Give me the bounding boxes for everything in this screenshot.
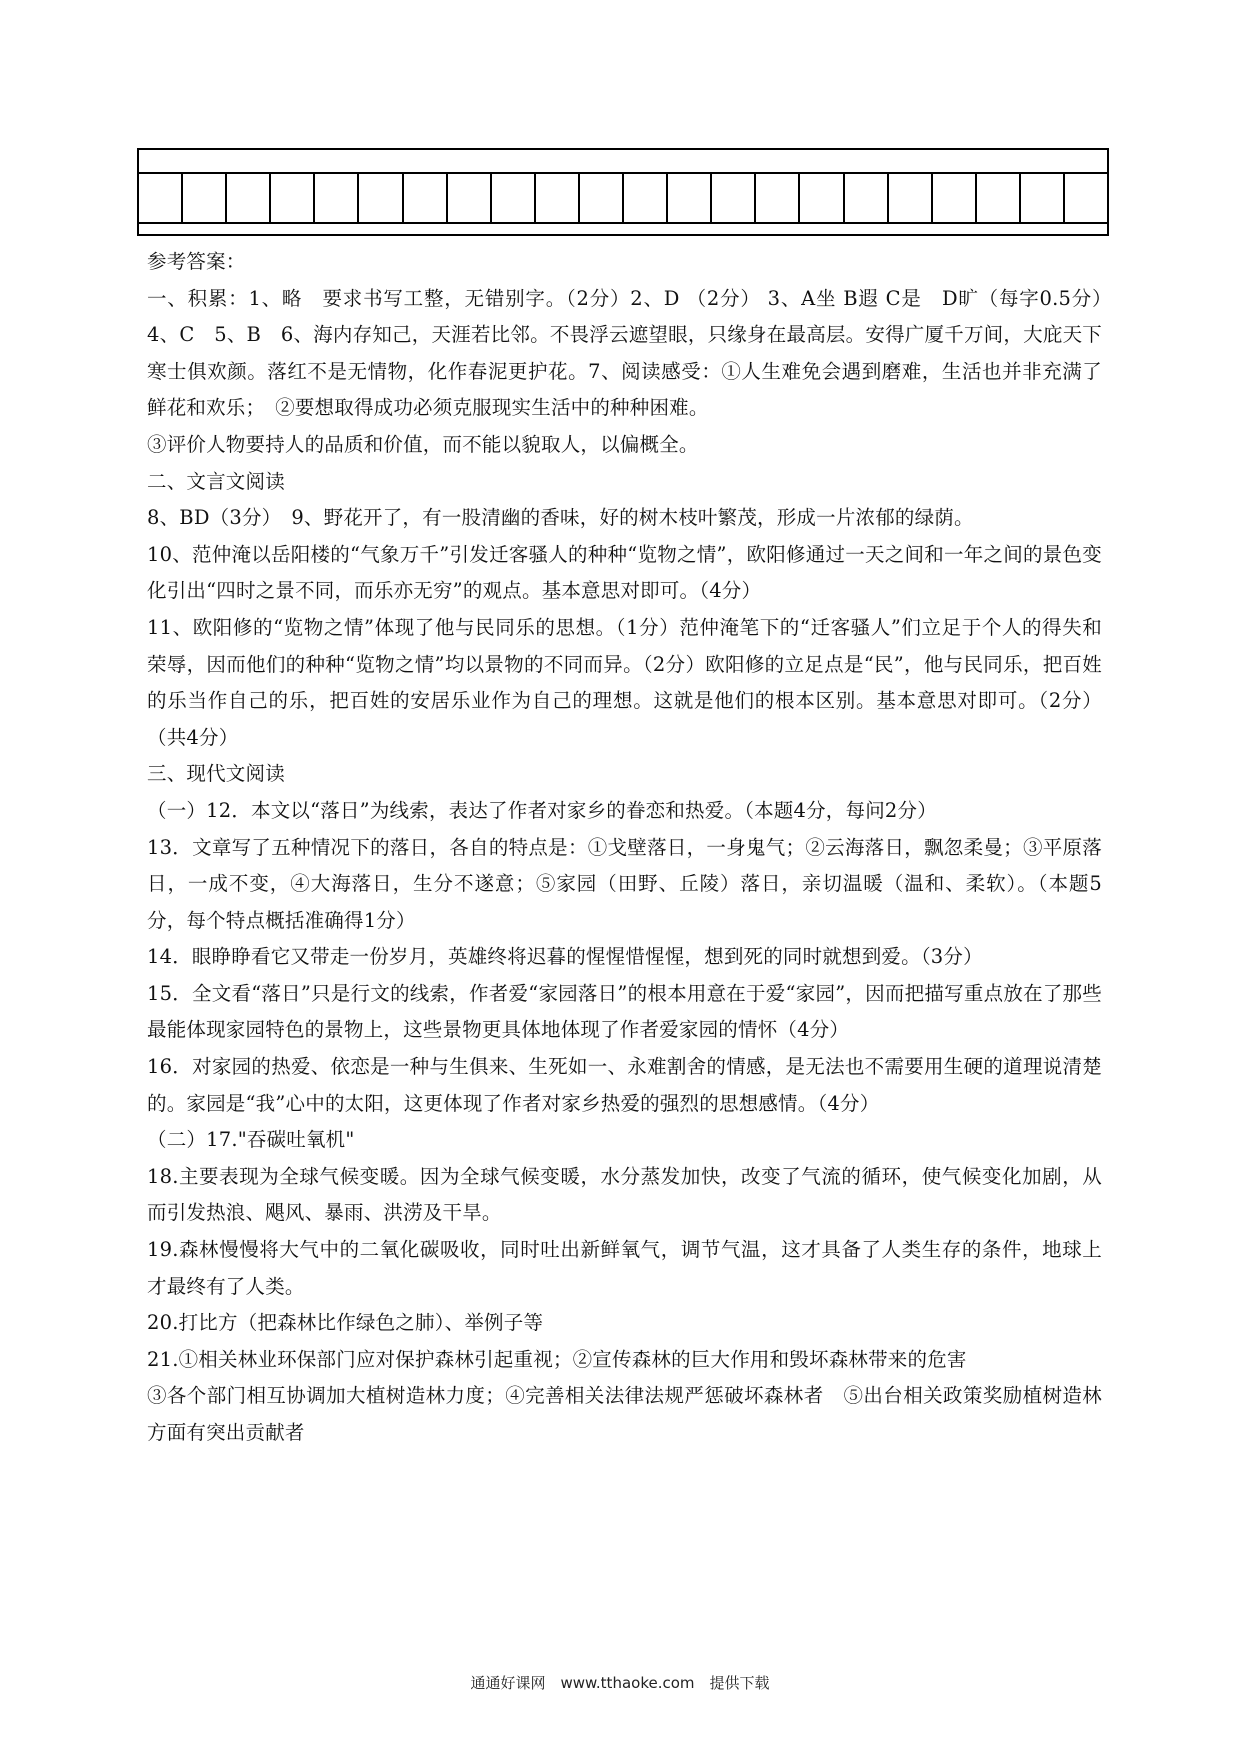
grid-cell [756,174,800,222]
answer-paragraph: ③各个部门相互协调加大植树造林力度；④完善相关法律法规严惩破坏森林者 ⑤出台相关政策奖励植树造林方面有突出贡献者 [147,1384,1102,1444]
answer-paragraph: 13．文章写了五种情况下的落日，各自的特点是：①戈壁落日，一身鬼气；②云海落日，飘忽柔曼；③平原落日，一成不变，④大海落日，生分不遂意；⑤家园（田野、丘陵）落日，亲切温暖（温和、柔软）。（本题5分，每个特点概括准确得1分） [147,835,1102,932]
grid-cell-row [139,174,1107,224]
answer-paragraph: 19.森林慢慢将大气中的二氧化碳吸收，同时吐出新鲜氧气，调节气温，这才具备了人类生存的条件，地球上才最终有了人类。 [147,1238,1102,1298]
grid-cell [668,174,712,222]
section-heading: 三、现代文阅读 [147,762,285,786]
grid-cell [1021,174,1065,222]
answer-paragraph: 14．眼睁睁看它又带走一份岁月，英雄终将迟暮的惺惺惜惺惺，想到死的同时就想到爱。（3分） [147,945,983,969]
page-footer: 通通好课网 www.tthaoke.com 提供下载 [470,1674,770,1692]
grid-header-row [139,150,1107,174]
grid-cell [1065,174,1107,222]
answer-paragraph: （一）12．本文以“落日”为线索，表达了作者对家乡的眷恋和热爱。（本题4分，每问2分） [147,798,937,822]
answer-paragraph: 一、积累：1、略 要求书写工整，无错别字。（2分）2、D （2分） 3、A坐 B遐 C是 D旷（每字0.5分） 4、C 5、B 6、海内存知己，天涯若比邻。不畏浮云遮望眼，只缘身在最高层。安得广厦千万间，大庇天下寒士俱欢颜。落红不是无情物，化作春泥更护花。7、阅读感受：①人生难免会遇到磨难，生活也并非充满了鲜花和欢乐； ②要想取得成功必须克服现实生活中的种种困难。 [147,286,1122,420]
answer-paragraph: （二）17."吞碳吐氧机" [147,1128,355,1152]
grid-cell [933,174,977,222]
answer-text-body [147,244,1122,1452]
grid-cell [183,174,227,222]
grid-cell [800,174,844,222]
answer-heading: 参考答案： [147,250,246,273]
grid-cell [315,174,359,222]
answer-paragraph: ③评价人物要持人的品质和价值，而不能以貌取人，以偏概全。 [147,432,699,456]
grid-cell [139,174,183,222]
grid-cell [580,174,624,222]
grid-cell [492,174,536,222]
grid-cell [271,174,315,222]
answer-paragraph: 20.打比方（把森林比作绿色之肺）、举例子等 [147,1311,544,1335]
grid-cell [712,174,756,222]
grid-cell [977,174,1021,222]
section-heading: 二、文言文阅读 [147,469,285,493]
answer-paragraph: 18.主要表现为全球气候变暖。因为全球气候变暖，水分蒸发加快，改变了气流的循环，使气候变化加剧，从而引发热浪、飓风、暴雨、洪涝及干旱。 [147,1164,1102,1225]
grid-cell [448,174,492,222]
answer-paragraph: 16．对家园的热爱、依恋是一种与生俱来、生死如一、永难割舍的情感，是无法也不需要用生硬的道理说清楚的。家园是“我”心中的太阳，这更体现了作者对家乡热爱的强烈的思想感情。（4分） [147,1055,1102,1115]
grid-cell [889,174,933,222]
answer-paragraph: 15．全文看“落日”只是行文的线索，作者爱“家园落日”的根本用意在于爱“家园”，因而把描写重点放在了那些最能体现家园特色的景物上，这些景物更具体地体现了作者爱家园的情怀（4分） [147,981,1102,1042]
grid-cell [624,174,668,222]
grid-cell [845,174,889,222]
grid-cell [359,174,403,222]
answer-grid-table [137,148,1109,236]
answer-paragraph: 10、范仲淹以岳阳楼的“气象万千”引发迁客骚人的种种“览物之情”，欧阳修通过一天之间和一年之间的景色变化引出“四时之景不同，而乐亦无穷”的观点。基本意思对即可。（4分） [147,542,1102,603]
answer-paragraph: 21.①相关林业环保部门应对保护森林引起重视；②宣传森林的巨大作用和毁坏森林带来的危害 [147,1347,967,1371]
answer-paragraph: 11、欧阳修的“览物之情”体现了他与民同乐的思想。（1分）范仲淹笔下的“迁客骚人”们立足于个人的得失和荣辱，因而他们的种种“览物之情”均以景物的不同而异。（2分）欧阳修的立足点是“民”，他与民同乐，把百姓的乐当作自己的乐，把百姓的安居乐业作为自己的理想。这就是他们的根本区别。基本意思对即可。（2分）（共4分） [147,615,1102,749]
grid-cell [227,174,271,222]
answer-paragraph: 8、BD（3分） 9、野花开了，有一股清幽的香味，好的树木枝叶繁茂，形成一片浓郁的绿荫。 [147,506,974,530]
grid-cell [404,174,448,222]
grid-cell [536,174,580,222]
